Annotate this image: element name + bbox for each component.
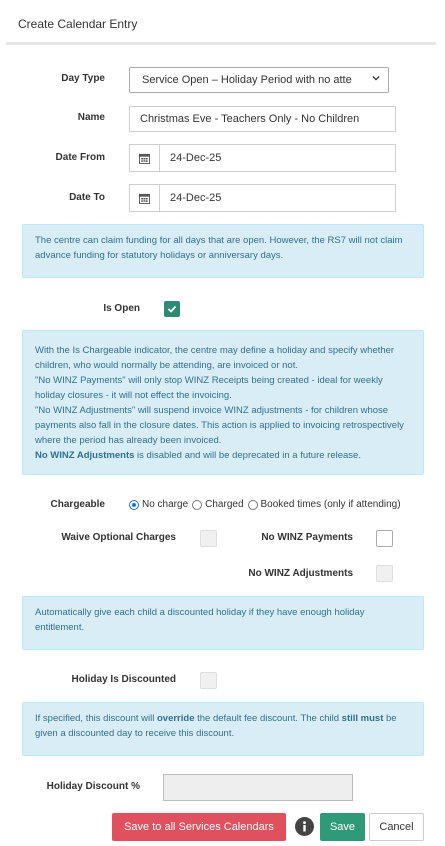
override-info-b1: override — [156, 713, 195, 724]
holiday-discount-input[interactable] — [163, 774, 353, 801]
chargeable-info-line4-rest: is disabled and will be deprecated in a future release. — [134, 450, 361, 461]
radio-charged[interactable] — [192, 500, 202, 510]
date-from-picker-button[interactable] — [129, 144, 160, 172]
check-icon — [167, 304, 177, 314]
radio-booked-times[interactable] — [248, 500, 258, 510]
radio-no-charge[interactable] — [129, 500, 139, 510]
radio-charged-label[interactable]: Charged — [205, 499, 244, 510]
funding-info-alert — [22, 224, 424, 278]
title-divider — [6, 42, 436, 45]
calendar-icon — [139, 193, 150, 204]
chargeable-info-line3: "No WINZ Adjustments" will suspend invoice WINZ adjustments - for children whose payments also fall in the closure dates. This action is applied to invoicing retrospectively where the period has already been invoiced. — [35, 405, 404, 446]
no-winz-payments-checkbox[interactable] — [376, 530, 393, 547]
name-label: Name — [77, 112, 105, 123]
date-from-label: Date From — [55, 152, 105, 163]
waive-optional-charges-checkbox[interactable] — [200, 530, 217, 547]
calendar-icon — [139, 153, 150, 164]
save-all-calendars-button[interactable]: Save to all Services Calendars — [112, 813, 286, 841]
date-to-input[interactable]: 24-Dec-25 — [159, 184, 396, 212]
date-to-label: Date To — [69, 192, 105, 203]
is-open-label: Is Open — [103, 303, 140, 314]
name-input[interactable]: Christmas Eve - Teachers Only - No Children — [129, 106, 396, 132]
info-glyph — [300, 821, 309, 832]
save-button[interactable]: Save — [320, 813, 365, 841]
waive-optional-charges-label: Waive Optional Charges — [61, 532, 176, 543]
no-winz-payments-label: No WINZ Payments — [261, 532, 353, 543]
page-title: Create Calendar Entry — [18, 17, 138, 31]
override-info-p2: the default fee discount. The child — [194, 713, 342, 724]
override-info-alert — [22, 702, 424, 756]
chargeable-info-alert — [22, 330, 424, 475]
discount-info-alert — [22, 596, 424, 650]
chargeable-info-line1: With the Is Chargeable indicator, the centre may define a holiday and specify whether children, who would normally be attending, are invoiced or not. — [35, 345, 395, 371]
chevron-down-icon — [372, 74, 380, 82]
discount-info-text: Automatically give each child a discounted holiday if they have enough holiday entitlement. — [35, 607, 365, 633]
cancel-button[interactable]: Cancel — [369, 813, 424, 841]
chargeable-info-line4 — [35, 448, 411, 463]
override-info-p1: If specified, this discount will — [35, 713, 157, 724]
holiday-discount-label: Holiday Discount % — [46, 781, 140, 792]
chargeable-info-line4-bold: No WINZ Adjustments — [35, 450, 135, 461]
radio-no-charge-label[interactable]: No charge — [142, 499, 189, 510]
holiday-is-discounted-checkbox[interactable] — [200, 672, 217, 689]
info-icon[interactable] — [295, 817, 314, 836]
no-winz-adjustments-label: No WINZ Adjustments — [248, 568, 353, 579]
holiday-is-discounted-label: Holiday Is Discounted — [71, 674, 176, 685]
radio-booked-times-label[interactable]: Booked times (only if attending) — [260, 499, 401, 510]
is-open-checkbox[interactable] — [164, 301, 180, 317]
chargeable-info-line2: "No WINZ Payments" will only stop WINZ Receipts being created - ideal for weekly holiday closures - it will not effect the invoicing. — [35, 375, 383, 401]
day-type-value: Service Open – Holiday Period with no atte — [142, 74, 352, 86]
chargeable-label: Chargeable — [50, 499, 105, 510]
day-type-label: Day Type — [61, 73, 105, 84]
date-to-picker-button[interactable] — [129, 184, 160, 212]
day-type-select[interactable] — [129, 67, 389, 93]
override-info-b2: still must — [341, 713, 384, 724]
date-from-input[interactable]: 24-Dec-25 — [159, 144, 396, 172]
override-info-p3: be given a discounted day to receive this discount. — [35, 713, 397, 739]
funding-info-text: The centre can claim funding for all days that are open. However, the RS7 will not claim advance funding for statutory holidays or anniversary days. — [35, 235, 403, 261]
no-winz-adjustments-checkbox[interactable] — [376, 565, 393, 582]
chargeable-radio-group — [129, 499, 405, 510]
